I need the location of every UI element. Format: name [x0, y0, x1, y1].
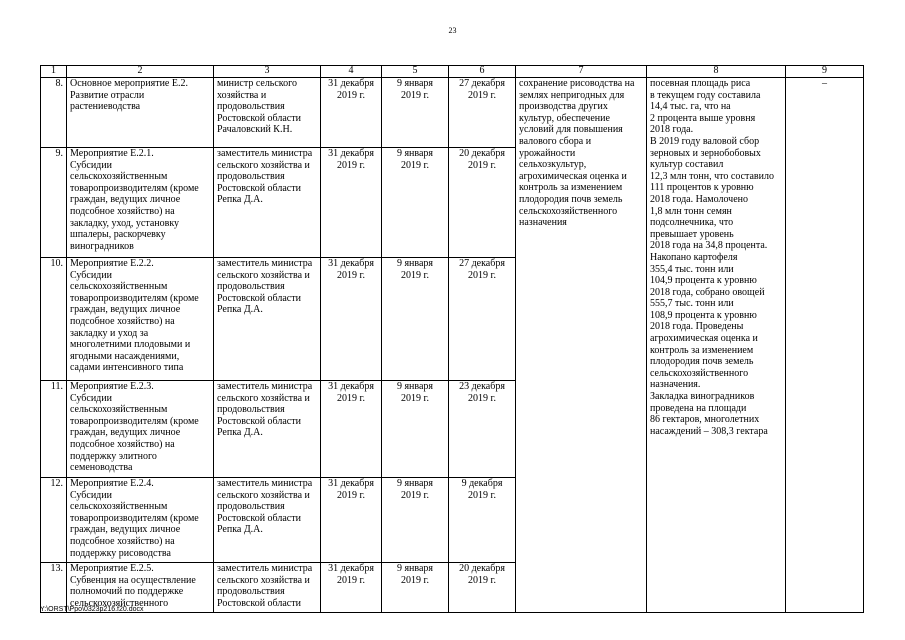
actual-start-date: 9 января 2019 г.	[382, 563, 449, 613]
actual-end-date: 9 декабря 2019 г.	[449, 478, 516, 563]
row-number: 11.	[41, 381, 67, 478]
planned-date: 31 декабря 2019 г.	[321, 258, 382, 381]
planned-date: 31 декабря 2019 г.	[321, 478, 382, 563]
header-cell: 6	[449, 66, 516, 78]
measure-name: Мероприятие Е.2.5. Субвенция на осуществление полномочий по поддержке сельскохозяйственного	[67, 563, 214, 613]
executor: министр сельского хозяйства и продовольствия Ростовской области Рачаловский К.Н.	[214, 78, 321, 148]
file-path-footer: Y:\ORST\Ppo\0323p216.f20.docx	[40, 606, 144, 613]
actual-result: посевная площадь риса в текущем году составила 14,4 тыс. га, что на 2 процента выше уровня 2018 года. В 2019 году валовой сбор зерновых и зернобобовых культур составил 12,3 млн тонн, что составило 111 процентов к уровню 2018 года. Намолочено 1,8 млн тонн семян подсолнечника, что превышает уровень 2018 года на 34,8 процента. Накопано картофеля 355,4 тыс. тонн или 104,9 процента к уровню 2018 года, собрано овощей 555,7 тыс. тонн или 108,9 процента к уровню 2018 года. Проведены агрохимическая оценка и контроль за изменением плодородия почв земель сельскохозяйственного назначения. Закладка виноградников проведена на площади 86 гектаров, многолетних насаждений – 308,3 гектара	[647, 78, 786, 613]
table-row	[41, 78, 864, 148]
header-cell: 2	[67, 66, 214, 78]
measure-name: Мероприятие Е.2.4. Субсидии сельскохозяйственным товаропроизводителям (кроме граждан, ведущих личное подсобное хозяйство) на поддержку рисоводства	[67, 478, 214, 563]
measure-name: Мероприятие Е.2.2. Субсидии сельскохозяйственным товаропроизводителям (кроме граждан, ведущих личное подсобное хозяйство) на закладку и уход за многолетними плодовыми и ягодными насаждениями, садами интенсивного типа	[67, 258, 214, 381]
executor: заместитель министра сельского хозяйства и продовольствия Ростовской области Репка Д.А.	[214, 258, 321, 381]
row-number: 10.	[41, 258, 67, 381]
actual-start-date: 9 января 2019 г.	[382, 78, 449, 148]
planned-date: 31 декабря 2019 г.	[321, 148, 382, 258]
executor: заместитель министра сельского хозяйства и продовольствия Ростовской области Репка Д.А.	[214, 148, 321, 258]
header-cell: 7	[516, 66, 647, 78]
measure-name: Мероприятие Е.2.1. Субсидии сельскохозяйственным товаропроизводителям (кроме граждан, ведущих личное подсобное хозяйство) на закладку, уход, установку шпалеры, раскорчевку виноградников	[67, 148, 214, 258]
row-number: 12.	[41, 478, 67, 563]
actual-start-date: 9 января 2019 г.	[382, 478, 449, 563]
header-cell: 3	[214, 66, 321, 78]
actual-end-date: 27 декабря 2019 г.	[449, 78, 516, 148]
actual-end-date: 23 декабря 2019 г.	[449, 381, 516, 478]
page-number: 23	[448, 26, 457, 35]
actual-start-date: 9 января 2019 г.	[382, 258, 449, 381]
executor: заместитель министра сельского хозяйства и продовольствия Ростовской области Репка Д.А.	[214, 381, 321, 478]
measure-name: Мероприятие Е.2.3. Субсидии сельскохозяйственным товаропроизводителям (кроме граждан, ведущих личное подсобное хозяйство) на поддержку элитного семеноводства	[67, 381, 214, 478]
header-cell: 4	[321, 66, 382, 78]
planned-date: 31 декабря 2019 г.	[321, 563, 382, 613]
actual-end-date: 20 декабря 2019 г.	[449, 563, 516, 613]
header-cell: 1	[41, 66, 67, 78]
executor: заместитель министра сельского хозяйства и продовольствия Ростовской области Репка Д.А.	[214, 478, 321, 563]
actual-end-date: 20 декабря 2019 г.	[449, 148, 516, 258]
row-number: 13.	[41, 563, 67, 613]
actual-start-date: 9 января 2019 г.	[382, 381, 449, 478]
actual-start-date: 9 января 2019 г.	[382, 148, 449, 258]
measure-name: Основное мероприятие Е.2. Развитие отрасли растениеводства	[67, 78, 214, 148]
header-cell: 5	[382, 66, 449, 78]
header-cell: 8	[647, 66, 786, 78]
actual-end-date: 27 декабря 2019 г.	[449, 258, 516, 381]
planned-date: 31 декабря 2019 г.	[321, 381, 382, 478]
expected-result: сохранение рисоводства на землях непригодных для производства других культур, обеспечение условий для повышения валового сбора и урожайности сельхозкультур, агрохимическая оценка и контроль за изменением плодородия почв земель сельскохозяйственного назначения	[516, 78, 647, 613]
header-row	[41, 66, 864, 78]
header-cell: 9	[786, 66, 864, 78]
measures-table	[40, 65, 864, 613]
row-number: 8.	[41, 78, 67, 148]
problems-note: –	[786, 78, 864, 613]
row-number: 9.	[41, 148, 67, 258]
planned-date: 31 декабря 2019 г.	[321, 78, 382, 148]
executor: заместитель министра сельского хозяйства и продовольствия Ростовской области	[214, 563, 321, 613]
